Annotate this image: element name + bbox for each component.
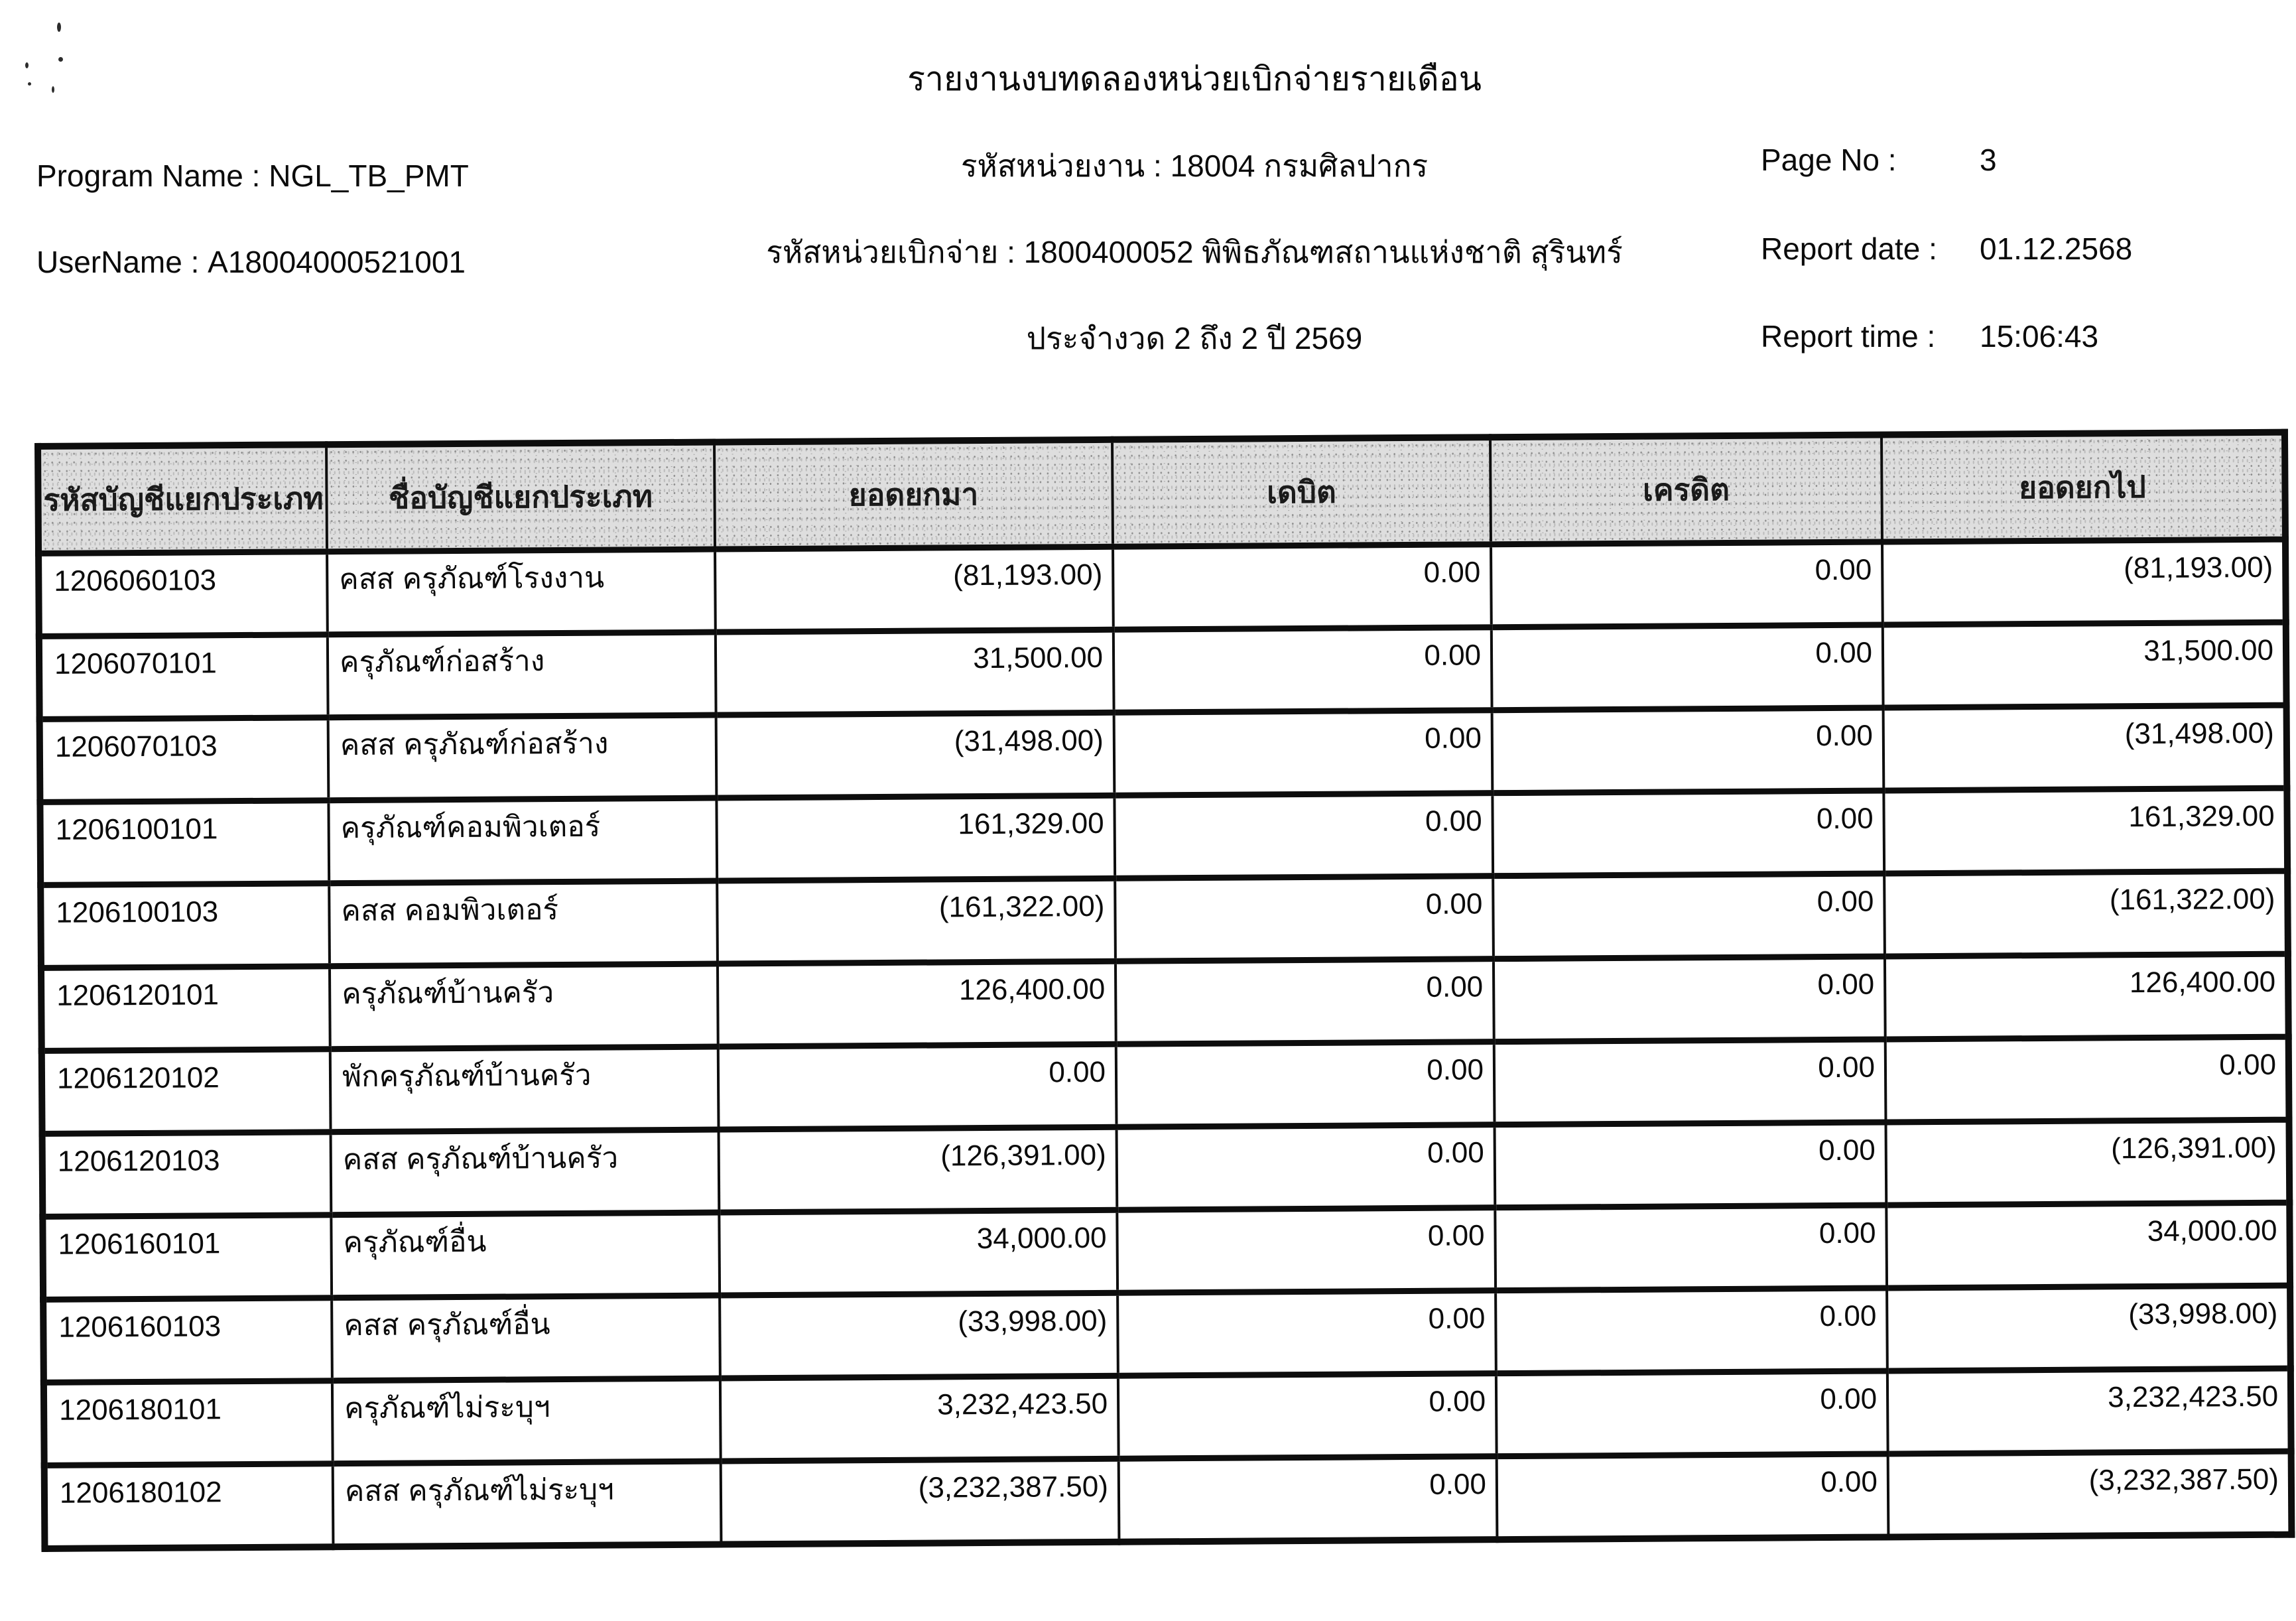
- debit-cell: 0.00: [1114, 793, 1493, 879]
- debit-cell: 0.00: [1117, 1291, 1496, 1376]
- carry-over-cell: (161,322.00): [1884, 871, 2288, 956]
- carry-over-cell: (31,498.00): [1883, 705, 2287, 791]
- account-name-cell: คสส คอมพิวเตอร์: [329, 881, 718, 966]
- debit-cell: 0.00: [1113, 545, 1492, 630]
- username-line: [36, 244, 466, 280]
- credit-cell: 0.00: [1495, 1122, 1887, 1208]
- carry-over-cell: (33,998.00): [1887, 1285, 2291, 1371]
- agency-code-line: รหัสหน่วยงาน : 18004 กรมศิลปากร: [960, 149, 1429, 183]
- trial-balance-table: [34, 429, 2295, 1552]
- scan-speck: [58, 57, 63, 62]
- account-code-cell: 1206120101: [41, 966, 330, 1051]
- account-code-cell: 1206070103: [40, 718, 329, 803]
- scan-speck: [52, 86, 54, 93]
- credit-cell: 0.00: [1492, 791, 1884, 876]
- page-no-label: Page No :: [1761, 143, 1897, 177]
- carry-forward-cell: 161,329.00: [716, 795, 1115, 881]
- debit-cell: 0.00: [1114, 710, 1493, 796]
- carry-over-cell: 34,000.00: [1886, 1202, 2290, 1288]
- username-value: A18004000521001: [208, 245, 466, 279]
- carry-over-cell: 31,500.00: [1883, 622, 2287, 708]
- carry-forward-cell: (3,232,387.50): [721, 1459, 1119, 1544]
- debit-cell: 0.00: [1115, 876, 1494, 962]
- column-header-carry-over: ยอดยกไป: [1881, 432, 2285, 542]
- credit-cell: 0.00: [1492, 625, 1883, 710]
- carry-over-cell: 126,400.00: [1885, 954, 2289, 1039]
- account-code-cell: 1206100103: [40, 883, 330, 968]
- debit-cell: 0.00: [1117, 1125, 1496, 1210]
- table-row: [40, 705, 2287, 802]
- table-row: [43, 1285, 2291, 1382]
- credit-cell: 0.00: [1497, 1454, 1889, 1539]
- report-date-label: Report date :: [1761, 231, 1937, 266]
- table-row: [39, 622, 2287, 719]
- period-line: ประจำงวด 2 ถึง 2 ปี 2569: [1026, 321, 1363, 356]
- program-name-value: NGL_TB_PMT: [269, 159, 469, 193]
- carry-over-cell: 3,232,423.50: [1887, 1368, 2291, 1454]
- column-header-carry-forward: ยอดยกมา: [714, 440, 1113, 549]
- carry-forward-cell: (31,498.00): [716, 712, 1115, 798]
- scan-speck: [28, 82, 31, 86]
- account-code-cell: 1206160103: [43, 1298, 332, 1383]
- table-row: [42, 1202, 2290, 1299]
- account-code-cell: 1206120102: [42, 1049, 331, 1134]
- table-row: [41, 954, 2289, 1051]
- report-date-value: 01.12.2568: [1980, 231, 2133, 266]
- credit-cell: 0.00: [1495, 1205, 1887, 1291]
- unit-code-line: รหัสหน่วยเบิกจ่าย : 1800400052 พิพิธภัณฑสถานแห่งชาติ สุรินทร์: [766, 235, 1623, 269]
- carry-forward-cell: 0.00: [718, 1044, 1117, 1130]
- table-row: [44, 1368, 2291, 1465]
- debit-cell: 0.00: [1116, 959, 1494, 1045]
- account-code-cell: 1206100101: [40, 801, 329, 885]
- carry-over-cell: (81,193.00): [1882, 539, 2286, 625]
- table-row: [40, 788, 2287, 885]
- account-code-cell: 1206060103: [38, 552, 328, 637]
- table-row: [42, 1120, 2290, 1216]
- account-code-cell: 1206180102: [44, 1464, 334, 1549]
- program-name-line: [36, 158, 469, 194]
- credit-cell: 0.00: [1492, 708, 1884, 793]
- table-row: [44, 1451, 2292, 1548]
- account-name-cell: ครุภัณฑ์ก่อสร้าง: [328, 632, 716, 718]
- carry-forward-cell: 3,232,423.50: [720, 1376, 1119, 1461]
- account-name-cell: คสส ครุภัณฑ์ไม่ระบุฯ: [333, 1461, 722, 1547]
- carry-forward-cell: (81,193.00): [715, 547, 1114, 632]
- account-name-cell: พักครุภัณฑ์บ้านครัว: [330, 1047, 719, 1132]
- carry-over-cell: (3,232,387.50): [1888, 1451, 2292, 1537]
- credit-cell: 0.00: [1496, 1288, 1887, 1374]
- debit-cell: 0.00: [1116, 1042, 1495, 1128]
- column-header-debit: เดบิต: [1112, 437, 1491, 547]
- debit-cell: 0.00: [1117, 1208, 1496, 1293]
- carry-forward-cell: 31,500.00: [716, 629, 1114, 715]
- credit-cell: 0.00: [1491, 542, 1883, 627]
- debit-cell: 0.00: [1118, 1374, 1497, 1459]
- carry-over-cell: 0.00: [1885, 1037, 2289, 1122]
- account-code-cell: 1206070101: [39, 635, 328, 720]
- scan-speck: [57, 23, 61, 32]
- page-no-value: 3: [1980, 143, 1997, 177]
- account-name-cell: คสส ครุภัณฑ์บ้านครัว: [331, 1130, 720, 1215]
- credit-cell: 0.00: [1493, 874, 1885, 959]
- credit-cell: 0.00: [1494, 956, 1885, 1042]
- account-name-cell: คสส ครุภัณฑ์อื่น: [332, 1295, 720, 1381]
- program-name-label: Program Name :: [36, 159, 261, 193]
- account-code-cell: 1206120103: [42, 1132, 332, 1217]
- account-code-cell: 1206160101: [42, 1215, 332, 1300]
- table-header-row: [38, 432, 2285, 554]
- carry-forward-cell: (126,391.00): [719, 1127, 1117, 1212]
- debit-cell: 0.00: [1114, 627, 1492, 713]
- carry-forward-cell: (161,322.00): [717, 878, 1116, 964]
- table-row: [42, 1037, 2289, 1134]
- credit-cell: 0.00: [1496, 1371, 1888, 1457]
- report-time-label: Report time :: [1761, 319, 1936, 354]
- carry-over-cell: 161,329.00: [1883, 788, 2287, 874]
- scan-speck: [25, 62, 29, 68]
- account-name-cell: ครุภัณฑ์คอมพิวเตอร์: [328, 798, 717, 883]
- debit-cell: 0.00: [1119, 1457, 1498, 1542]
- column-header-credit: เครดิต: [1490, 435, 1882, 545]
- carry-forward-cell: (33,998.00): [720, 1293, 1118, 1378]
- table-row: [38, 539, 2286, 636]
- table-body: [38, 539, 2291, 1548]
- carry-forward-cell: 126,400.00: [718, 961, 1116, 1047]
- column-header-account-code: รหัสบัญชีแยกประเภท: [38, 444, 327, 553]
- trial-balance-table-wrap: [34, 429, 2288, 1552]
- account-name-cell: ครุภัณฑ์บ้านครัว: [330, 964, 718, 1049]
- account-name-cell: ครุภัณฑ์อื่น: [331, 1212, 720, 1298]
- column-header-account-name: ชื่อบัญชีแยกประเภท: [326, 442, 715, 552]
- carry-forward-cell: 34,000.00: [719, 1210, 1117, 1295]
- carry-over-cell: (126,391.00): [1885, 1120, 2289, 1205]
- username-label: UserName :: [36, 245, 200, 279]
- report-time-value: 15:06:43: [1980, 319, 2099, 354]
- page-title: รายงานงบทดลองหน่วยเบิกจ่ายรายเดือน: [907, 60, 1482, 97]
- account-name-cell: คสส ครุภัณฑ์โรงงาน: [327, 549, 716, 635]
- account-name-cell: ครุภัณฑ์ไม่ระบุฯ: [332, 1378, 721, 1464]
- account-name-cell: คสส ครุภัณฑ์ก่อสร้าง: [328, 715, 717, 801]
- account-code-cell: 1206180101: [44, 1381, 333, 1466]
- table-row: [40, 871, 2288, 968]
- credit-cell: 0.00: [1494, 1039, 1886, 1125]
